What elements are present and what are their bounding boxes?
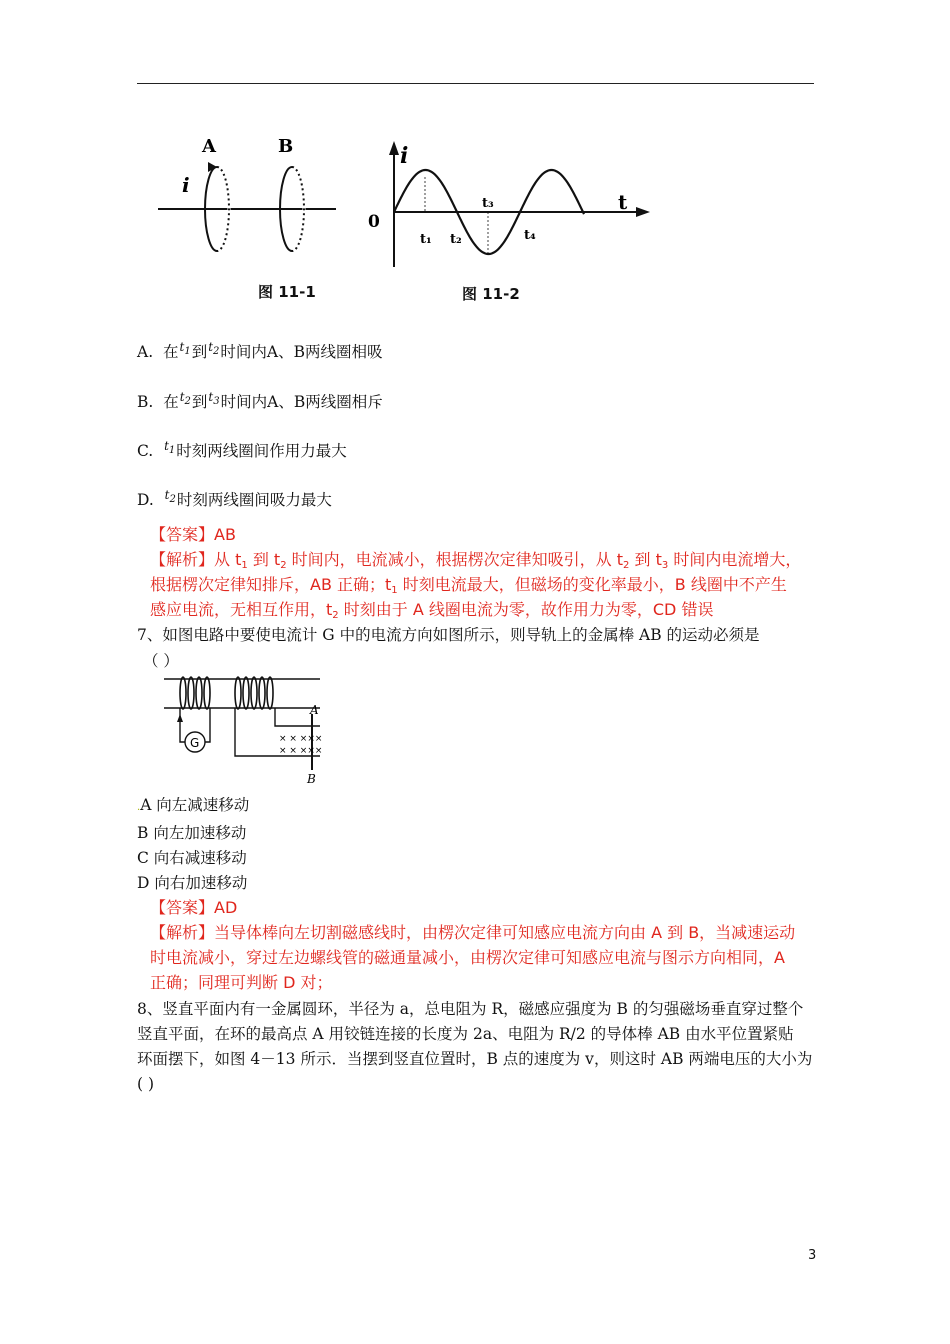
q6-analysis-line1: 【解析】从 $t_1$ 到 $t_2$ 时间内，电流减小，根据楞次定律知吸引，从 $t_2$ 到 $t_3$ 时间内电流增大， xyxy=(150,550,802,571)
option-d: D. $^{t_2}$时刻两线圈间吸力最大 xyxy=(137,488,332,509)
q7-option-b: B 向左加速移动 xyxy=(137,824,247,842)
galvanometer-g-label: G xyxy=(190,736,200,750)
q7-analysis-line3: 正确；同理可判断 D 对； xyxy=(150,973,333,992)
q6-analysis-line3: 感应电流，无相互作用，$t_2$ 时刻由于 A 线圈电流为零，故作用力为零，CD 错误 xyxy=(150,600,714,621)
q7-stem: 7、如图电路中要使电流计 G 中的电流方向如图所示，则导轨上的金属棒 AB 的运动必须是 xyxy=(137,626,760,644)
coil-a-label: A xyxy=(202,136,216,157)
axis-i-label: i xyxy=(400,143,409,169)
q7-option-a: .A 向左减速移动 xyxy=(137,796,250,814)
origin-label: 0 xyxy=(368,212,380,232)
rod-a-label: A xyxy=(310,703,319,717)
q7-option-c: C 向右减速移动 xyxy=(137,849,247,867)
q7-answer: 【答案】AD xyxy=(150,898,238,917)
page-number: 3 xyxy=(808,1248,817,1263)
svg-text:× × ×××: × × ××× xyxy=(279,734,323,744)
q7-analysis-line2: 时电流减小，穿过左边螺线管的磁通量减小，由楞次定律可知感应电流与图示方向相同，A xyxy=(150,948,785,967)
axis-t-label: t xyxy=(618,190,628,214)
figure-11-2-graph xyxy=(360,135,660,275)
t1-label: t₁ xyxy=(420,232,432,247)
t2-label: t₂ xyxy=(450,232,462,247)
header-rule xyxy=(137,83,814,84)
figure-11-1-coils xyxy=(150,130,350,280)
option-c: C. $^{t_1}$时刻两线圈间作用力最大 xyxy=(137,439,347,460)
q7-bracket: （ ） xyxy=(143,652,179,670)
figure-11-2-caption: 图 11-2 xyxy=(462,285,520,303)
q8-line3: 环面摆下，如图 4－13 所示．当摆到竖直位置时，B 点的速度为 v，则这时 AB 两端电压的大小为 xyxy=(137,1050,813,1068)
q6-analysis-line2: 根据楞次定律知排斥，AB 正确；$t_1$ 时刻电流最大，但磁场的变化率最小，B 线圈中不产生 xyxy=(150,575,787,596)
q7-circuit-figure xyxy=(160,670,330,790)
q7-option-d: D 向右加速移动 xyxy=(137,874,248,892)
figure-11-1-caption: 图 11-1 xyxy=(258,283,316,301)
rod-b-label: B xyxy=(307,772,316,786)
t4-label: t₄ xyxy=(524,228,536,243)
current-i-label: i xyxy=(182,173,190,197)
q8-bracket: ( ) xyxy=(137,1075,155,1093)
q8-line2: 竖直平面，在环的最高点 A 用铰链连接的长度为 2a、电阻为 R/2 的导体棒 AB 由水平位置紧贴 xyxy=(137,1025,794,1043)
option-a: A. 在$^{t_1}$到$^{t_2}$时间内A、B两线圈相吸 xyxy=(137,340,383,361)
q6-answer: 【答案】AB xyxy=(150,525,236,544)
coil-b-label: B xyxy=(278,136,294,157)
q8-line1: 8、竖直平面内有一金属圆环，半径为 a，总电阻为 R，磁感应强度为 B 的匀强磁场垂直穿过整个 xyxy=(137,1000,804,1018)
option-b: B. 在$^{t_2}$到$^{t_3}$时间内A、B两线圈相斥 xyxy=(137,390,383,411)
t3-label: t₃ xyxy=(482,196,494,211)
svg-text:× × ×××: × × ××× xyxy=(279,746,323,756)
q7-analysis-line1: 【解析】当导体棒向左切割磁感线时，由楞次定律可知感应电流方向由 A 到 B，当减速运动 xyxy=(150,923,796,942)
